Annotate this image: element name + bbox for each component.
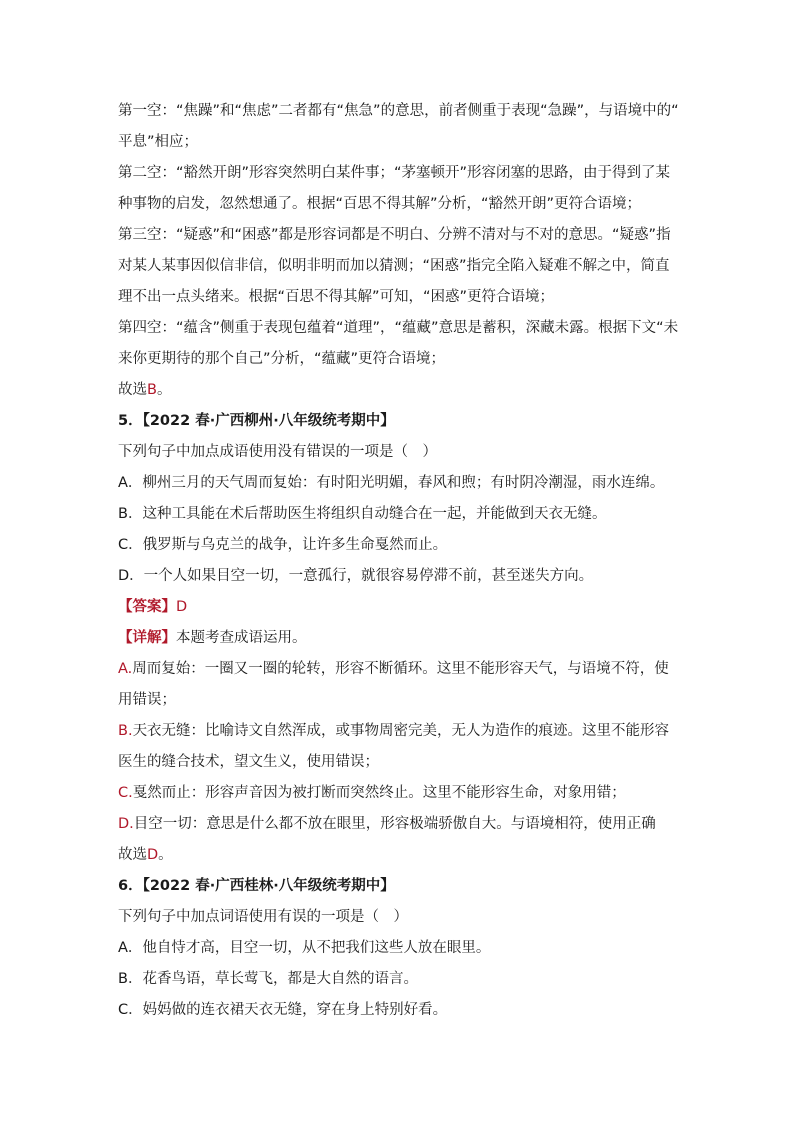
detail-label: 【详解】: [118, 630, 176, 646]
analysis-text: 周而复始：一圈又一圈的轮转，形容不断循环。这里不能形容天气，与语境不符，使: [132, 661, 669, 677]
conclusion-line: [118, 840, 680, 871]
conclusion-answer: B: [147, 382, 157, 398]
option-c: C．俄罗斯与乌克兰的战争，让许多生命戛然而止。: [118, 537, 448, 553]
analysis-key: D.: [118, 816, 134, 832]
analysis-text: 戛然而止：形容声音因为被打断而突然终止。这里不能形容生命，对象用错；: [132, 785, 626, 801]
explanation-line: 平息”相应；: [118, 134, 199, 150]
question-number: 6．: [118, 878, 143, 894]
option-b: B．这种工具能在术后帮助医生将组织自动缝合在一起，并能做到天衣无缝。: [118, 506, 607, 522]
explanation-line: 第四空：“蕴含”侧重于表现包蕴着“道理”，“蕴藏”意思是蓄积，深藏未露。根据下文“未: [118, 320, 679, 336]
question-stem: 下列句子中加点成语使用没有错误的一项是（ ）: [118, 444, 437, 460]
question-number: 5．: [118, 413, 143, 429]
explanation-line: 第二空：“豁然开朗”形容突然明白某件事；“茅塞顿开”形容闭塞的思路，由于得到了某: [118, 165, 671, 181]
question-title: [118, 406, 680, 437]
detail-intro: 本题考查成语运用。: [176, 630, 307, 646]
question-6: [118, 871, 680, 1026]
explanation-line: 第三空：“疑惑”和“困惑”都是形容词都是不明白、分辨不清对与不对的意思。“疑惑”指: [118, 227, 671, 243]
explanation-line: 第一空：“焦躁”和“焦虑”二者都有“焦急”的意思，前者侧重于表现“急躁”，与语境中的“: [118, 103, 679, 119]
option-a: A．柳州三月的天气周而复始：有时阳光明媚，春风和煦；有时阴冷潮湿，雨水连绵。: [118, 475, 665, 491]
option-b: B．花香鸟语，草长莺飞，都是大自然的语言。: [118, 971, 418, 987]
conclusion-suffix: 。: [158, 847, 173, 863]
answer-value: D: [176, 599, 188, 615]
analysis-line: [118, 778, 680, 809]
conclusion-prefix: 故选: [118, 382, 147, 398]
analysis-text: 天衣无缝：比喻诗文自然浑成，或事物周密完美，无人为造作的痕迹。这里不能形容: [132, 723, 670, 739]
conclusion-answer: D: [147, 847, 159, 863]
question-title: [118, 871, 680, 902]
option-a: A．他自恃才高，目空一切，从不把我们这些人放在眼里。: [118, 940, 491, 956]
document-page: [118, 96, 680, 1026]
explanation-line: 对某人某事因似信非信，似明非明而加以猜测；“困惑”指完全陷入疑难不解之中，简直: [118, 258, 670, 274]
analysis-key: B.: [118, 723, 133, 739]
explanation-line: 理不出一点头绪来。根据“百思不得其解”可知，“困惑”更符合语境；: [118, 289, 555, 305]
analysis-line: [118, 809, 680, 840]
option-d: D．一个人如果目空一切，一意孤行，就很容易停滞不前，甚至迷失方向。: [118, 568, 594, 584]
question-stem: 下列句子中加点词语使用有误的一项是（ ）: [118, 909, 408, 925]
analysis-line: [118, 747, 680, 778]
conclusion-suffix: 。: [156, 382, 172, 398]
analysis-line: [118, 716, 680, 747]
analysis-text: 用错误；: [118, 692, 176, 708]
explanation-line: 种事物的启发，忽然想通了。根据“百思不得其解”分析，“豁然开朗”更符合语境；: [118, 196, 642, 212]
question-source: 【2022 春·广西桂林·八年级统考期中】: [142, 878, 395, 894]
analysis-line: [118, 685, 680, 716]
answer-line: [118, 592, 680, 623]
explanation-line: 来你更期待的那个自己”分析，“蕴藏”更符合语境；: [118, 351, 446, 367]
question-source: 【2022 春·广西柳州·八年级统考期中】: [142, 413, 395, 429]
analysis-text: 医生的缝合技术，望文生义，使用错误；: [118, 754, 379, 770]
conclusion-prefix: 故选: [118, 847, 147, 863]
analysis-key: C.: [118, 785, 133, 801]
option-c: C．妈妈做的连衣裙天衣无缝，穿在身上特别好看。: [118, 1002, 448, 1018]
analysis-key: A.: [118, 661, 133, 677]
answer-label: 【答案】: [118, 599, 176, 615]
question-5: [118, 406, 680, 871]
analysis-line: [118, 654, 680, 685]
analysis-text: 目空一切：意思是什么都不放在眼里，形容极端骄傲自大。与语境相符，使用正确: [133, 816, 656, 832]
conclusion-line: [118, 375, 680, 406]
detail-line: [118, 623, 680, 654]
prev-explanation: [118, 96, 680, 406]
